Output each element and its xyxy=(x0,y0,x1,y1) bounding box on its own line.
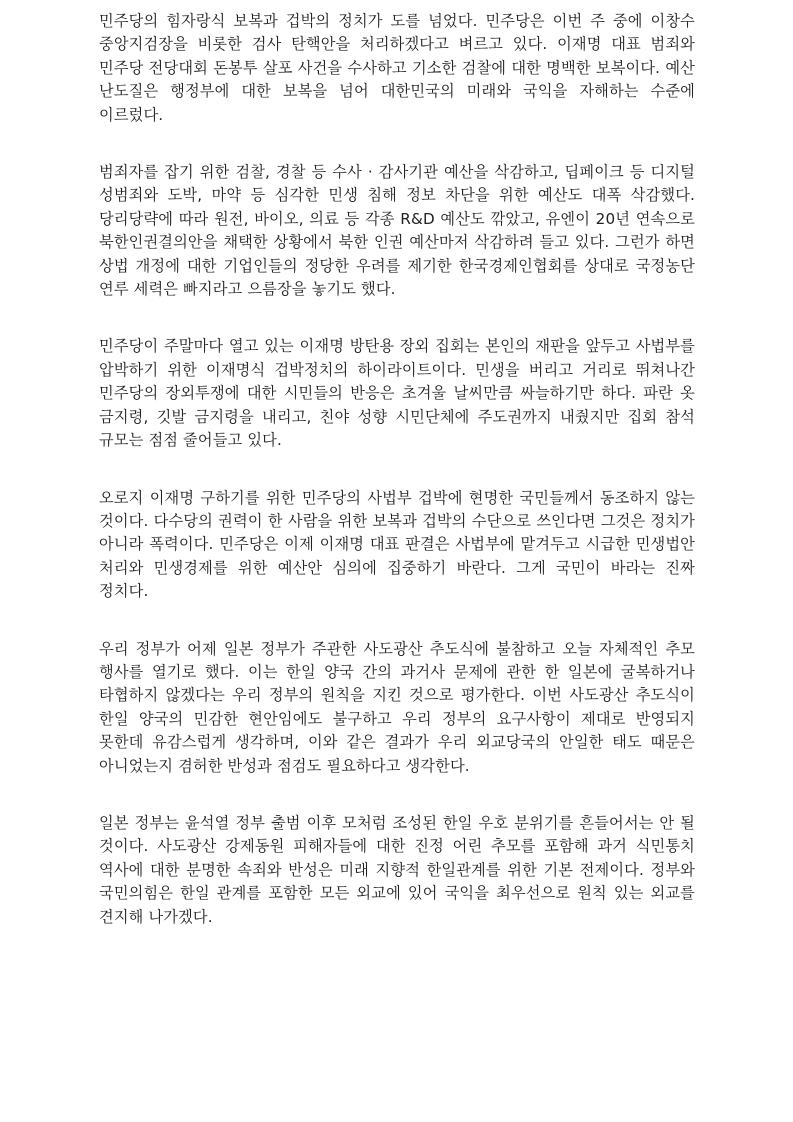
paragraph-6: 일본 정부는 윤석열 정부 출범 이후 모처럼 조성된 한일 우호 분위기를 흔들어서는 안 될 것이다. 사도광산 강제동원 피해자들에 대한 진정 어린 추모를 포함해 과거 식민통치 역사에 대한 분명한 속죄와 반성은 미래 지향적 한일관계를 위한 기본 전제이다. 정부와 국민의힘은 한일 관계를 포함한 모든 외교에 있어 국익을 최우선으로 원칙 있는 외교를 견지해 나가겠다. xyxy=(99,813,695,926)
paragraph-2: 범죄자를 잡기 위한 검찰, 경찰 등 수사 · 감사기관 예산을 삭감하고, 딥페이크 등 디지털 성범죄와 도박, 마약 등 심각한 민생 침해 정보 차단을 위한 예산도 대폭 삭감했다. 당리당략에 따라 원전, 바이오, 의료 등 각종 R&D 예산도 깎았고, 유엔이 20년 연속으로 북한인권결의안을 채택한 상황에서 북한 인권 예산마저 삭감하려 들고 있다. 그런가 하면 상법 개정에 대한 기업인들의 정당한 우려를 제기한 한국경제인협회를 상대로 국정농단 연루 세력은 빠지라고 으름장을 놓기도 했다. xyxy=(99,163,695,299)
document-body xyxy=(99,10,695,963)
paragraph-3: 민주당이 주말마다 열고 있는 이재명 방탄용 장외 집회는 본인의 재판을 앞두고 사법부를 압박하기 위한 이재명식 겁박정치의 하이라이트이다. 민생을 버리고 거리로 뛰쳐나간 민주당의 장외투쟁에 대한 시민들의 반응은 초겨울 날씨만큼 싸늘하기만 하다. 파란 옷 금지령, 깃발 금지령을 내리고, 친야 성향 시민단체에 주도권까지 내줬지만 집회 참석 규모는 점점 줄어들고 있다. xyxy=(99,337,695,450)
paragraph-1: 민주당의 힘자랑식 보복과 겁박의 정치가 도를 넘었다. 민주당은 이번 주 중에 이창수 중앙지검장을 비롯한 검사 탄핵안을 처리하겠다고 벼르고 있다. 이재명 대표 범죄와 민주당 전당대회 돈봉투 살포 사건을 수사하고 기소한 검찰에 대한 명백한 보복이다. 예산 난도질은 행정부에 대한 보복을 넘어 대한민국의 미래와 국익을 자해하는 수준에 이르렀다. xyxy=(99,12,695,124)
paragraph-4: 오로지 이재명 구하기를 위한 민주당의 사법부 겁박에 현명한 국민들께서 동조하지 않는 것이다. 다수당의 권력이 한 사람을 위한 보복과 겁박의 수단으로 쓰인다면 그것은 정치가 아니라 폭력이다. 민주당은 이제 이재명 대표 판결은 사법부에 맡겨두고 시급한 민생법안 처리와 민생경제를 위한 예산안 심의에 집중하기 바란다. 그게 국민이 바라는 진짜 정치다. xyxy=(99,488,695,601)
paragraph-5: 우리 정부가 어제 일본 정부가 주관한 사도광산 추도식에 불참하고 오늘 자체적인 추모 행사를 열기로 했다. 이는 한일 양국 간의 과거사 문제에 관한 한 일본에 굴복하거나 타협하지 않겠다는 우리 정부의 원칙을 지킨 것으로 평가한다. 이번 사도광산 추도식이 한일 양국의 민감한 현안임에도 불구하고 우리 정부의 요구사항이 제대로 반영되지 못한데 유감스럽게 생각하며, 이와 같은 결과가 우리 외교당국의 안일한 태도 때문은 아니었는지 겸허한 반성과 점검도 필요하다고 생각한다. xyxy=(99,639,695,775)
